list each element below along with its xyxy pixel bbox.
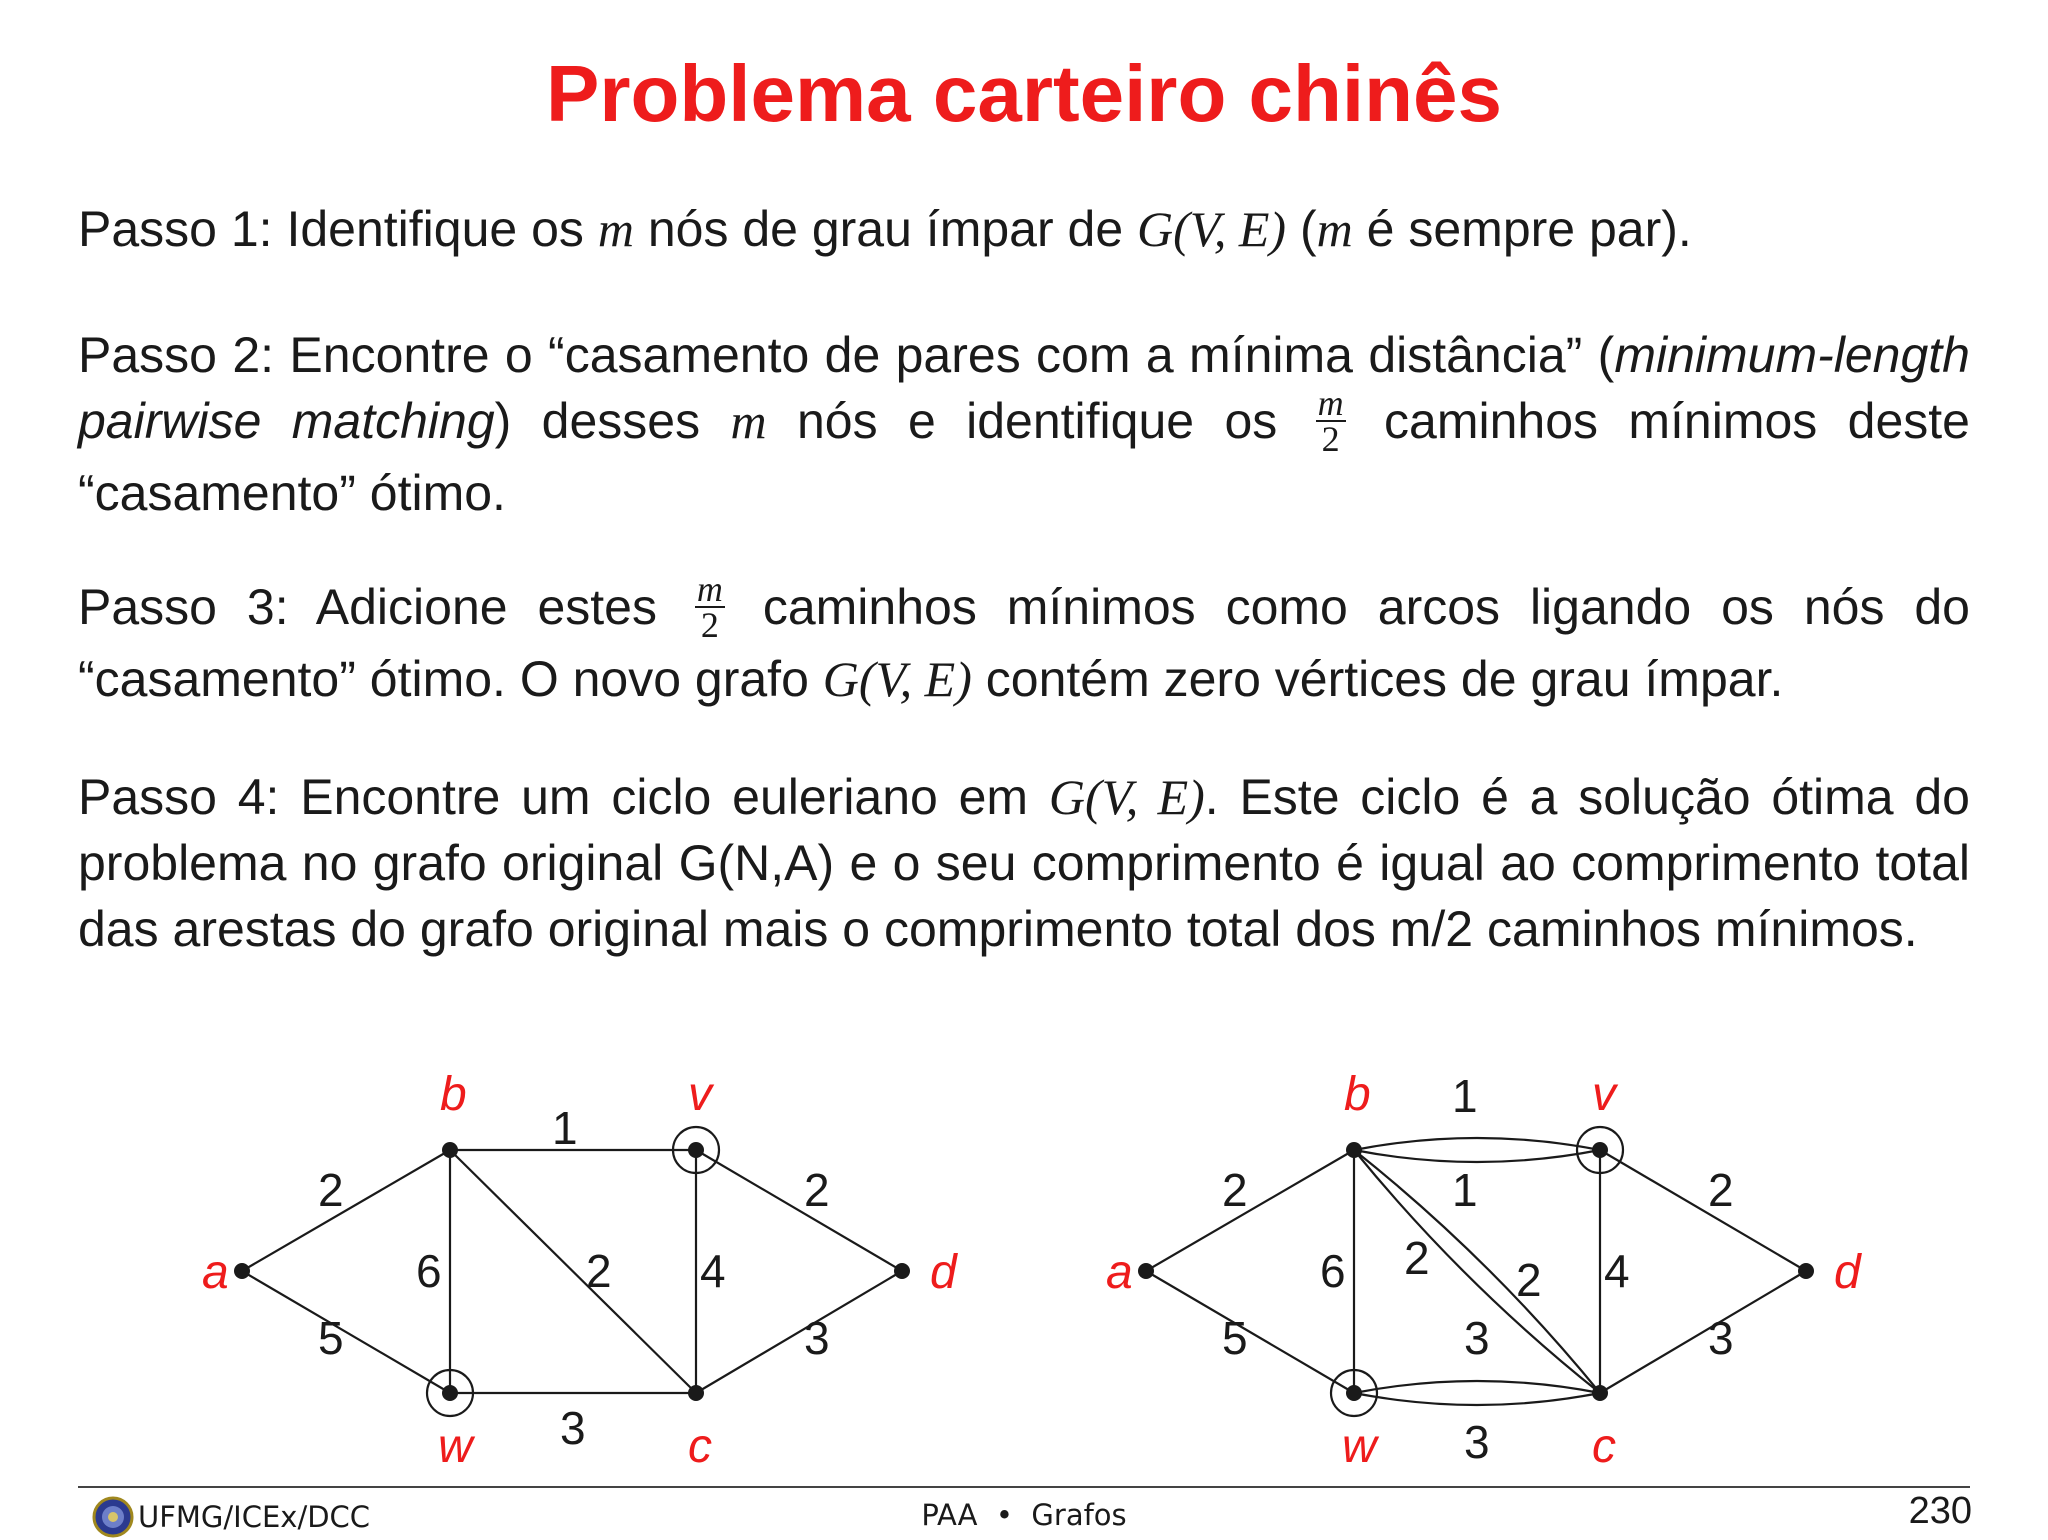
step-3: Passo 3: Adicione estes $\frac{m}{2}$ caminhos mínimos como arcos ligando os nós do “casamento” ótimo. O novo grafo G(V, E) contém zero vértices de grau ímpar. bbox=[78, 568, 1970, 707]
step-4-label: Passo 4: bbox=[78, 769, 280, 825]
edge-label-dc: 3 bbox=[1708, 1312, 1734, 1364]
page-number: 230 bbox=[1908, 1490, 1972, 1532]
vertex-label-d: d bbox=[930, 1246, 957, 1299]
vertex-label-d: d bbox=[1834, 1246, 1861, 1299]
edge-bc bbox=[450, 1150, 696, 1393]
edge-label-ab: 2 bbox=[318, 1164, 344, 1216]
vertex-w bbox=[1346, 1385, 1362, 1401]
graph-right bbox=[1084, 1060, 1884, 1480]
vertex-d bbox=[1798, 1263, 1814, 1279]
vertex-b bbox=[442, 1142, 458, 1158]
vertex-label-a: a bbox=[1106, 1246, 1133, 1299]
graph-left bbox=[180, 1060, 980, 1480]
edge-label-wc: 3 bbox=[560, 1402, 586, 1454]
fraction-m-over-2: $\frac{m}{2}$ bbox=[696, 568, 723, 645]
edge-label-bv-2: 1 bbox=[1452, 1164, 1478, 1216]
vertex-c bbox=[1592, 1385, 1608, 1401]
vertex-label-w: w bbox=[1342, 1420, 1377, 1473]
edge-label-vd: 2 bbox=[1708, 1164, 1734, 1216]
vertex-label-c: c bbox=[1592, 1420, 1616, 1473]
edge-label-bc: 2 bbox=[586, 1245, 612, 1297]
edge-label-bw: 6 bbox=[416, 1245, 442, 1297]
vertex-v bbox=[1592, 1142, 1608, 1158]
vertex-label-b: b bbox=[440, 1068, 467, 1121]
footer-divider bbox=[78, 1486, 1970, 1488]
vertex-a bbox=[1138, 1263, 1154, 1279]
vertex-a bbox=[234, 1263, 250, 1279]
vertex-label-v: v bbox=[1592, 1068, 1616, 1121]
step-1: Passo 1: Identifique os m nós de grau ímpar de G(V, E) (m é sempre par). bbox=[78, 201, 1692, 257]
edge-vd bbox=[1600, 1150, 1806, 1271]
edge-label-wc-1: 3 bbox=[1464, 1312, 1490, 1364]
edge-label-vc: 4 bbox=[700, 1245, 726, 1297]
edge-label-ab: 2 bbox=[1222, 1164, 1248, 1216]
edge-label-wc-2: 3 bbox=[1464, 1416, 1490, 1468]
vertex-label-v: v bbox=[688, 1068, 712, 1121]
edge-label-bw: 6 bbox=[1320, 1245, 1346, 1297]
footer-course: PAA • Grafos bbox=[921, 1498, 1127, 1532]
step-2: Passo 2: Encontre o “casamento de pares com a mínima distância” (minimum-length pairwise matching) desses m nós e identifique os $\frac{m}{2}$ caminhos mínimos deste “casamento” ótimo. bbox=[78, 327, 1970, 521]
vertex-label-b: b bbox=[1344, 1068, 1371, 1121]
edge-dc bbox=[696, 1271, 902, 1393]
vertex-label-w: w bbox=[438, 1420, 473, 1473]
vertex-c bbox=[688, 1385, 704, 1401]
step-2-label: Passo 2: bbox=[78, 327, 275, 383]
vertex-d bbox=[894, 1263, 910, 1279]
vertex-label-c: c bbox=[688, 1420, 712, 1473]
edge-dc bbox=[1600, 1271, 1806, 1393]
edge-label-vc: 4 bbox=[1604, 1245, 1630, 1297]
edge-label-vd: 2 bbox=[804, 1164, 830, 1216]
vertex-v bbox=[688, 1142, 704, 1158]
edge-wc-1 bbox=[1354, 1381, 1600, 1393]
step-1-label: Passo 1: bbox=[78, 201, 273, 257]
edge-label-aw: 5 bbox=[318, 1312, 344, 1364]
edge-bv-2 bbox=[1354, 1150, 1600, 1162]
edge-label-bc-1: 2 bbox=[1404, 1232, 1430, 1284]
edge-label-bv: 1 bbox=[552, 1102, 578, 1154]
edge-wc-2 bbox=[1354, 1393, 1600, 1405]
edge-bv-1 bbox=[1354, 1138, 1600, 1150]
edge-label-dc: 3 bbox=[804, 1312, 830, 1364]
edge-label-bc-2: 2 bbox=[1516, 1254, 1542, 1306]
vertex-b bbox=[1346, 1142, 1362, 1158]
slide-title: Problema carteiro chinês bbox=[546, 49, 1502, 138]
step-3-label: Passo 3: bbox=[78, 579, 289, 635]
vertex-w bbox=[442, 1385, 458, 1401]
footer-institution-text: UFMG/ICEx/DCC bbox=[138, 1500, 371, 1534]
fraction-m-over-2: $\frac{m}{2}$ bbox=[1317, 382, 1344, 459]
vertex-label-a: a bbox=[202, 1246, 229, 1299]
edge-label-bv-1: 1 bbox=[1452, 1070, 1478, 1122]
edge-vd bbox=[696, 1150, 902, 1271]
step-4: Passo 4: Encontre um ciclo euleriano em G(V, E). Este ciclo é a solução ótima do problema no grafo original G(N,A) e o seu comprimento é igual ao comprimento total das arestas do grafo original mais o comprimento total dos m/2 caminhos mínimos. bbox=[78, 769, 1970, 957]
edge-label-aw: 5 bbox=[1222, 1312, 1248, 1364]
